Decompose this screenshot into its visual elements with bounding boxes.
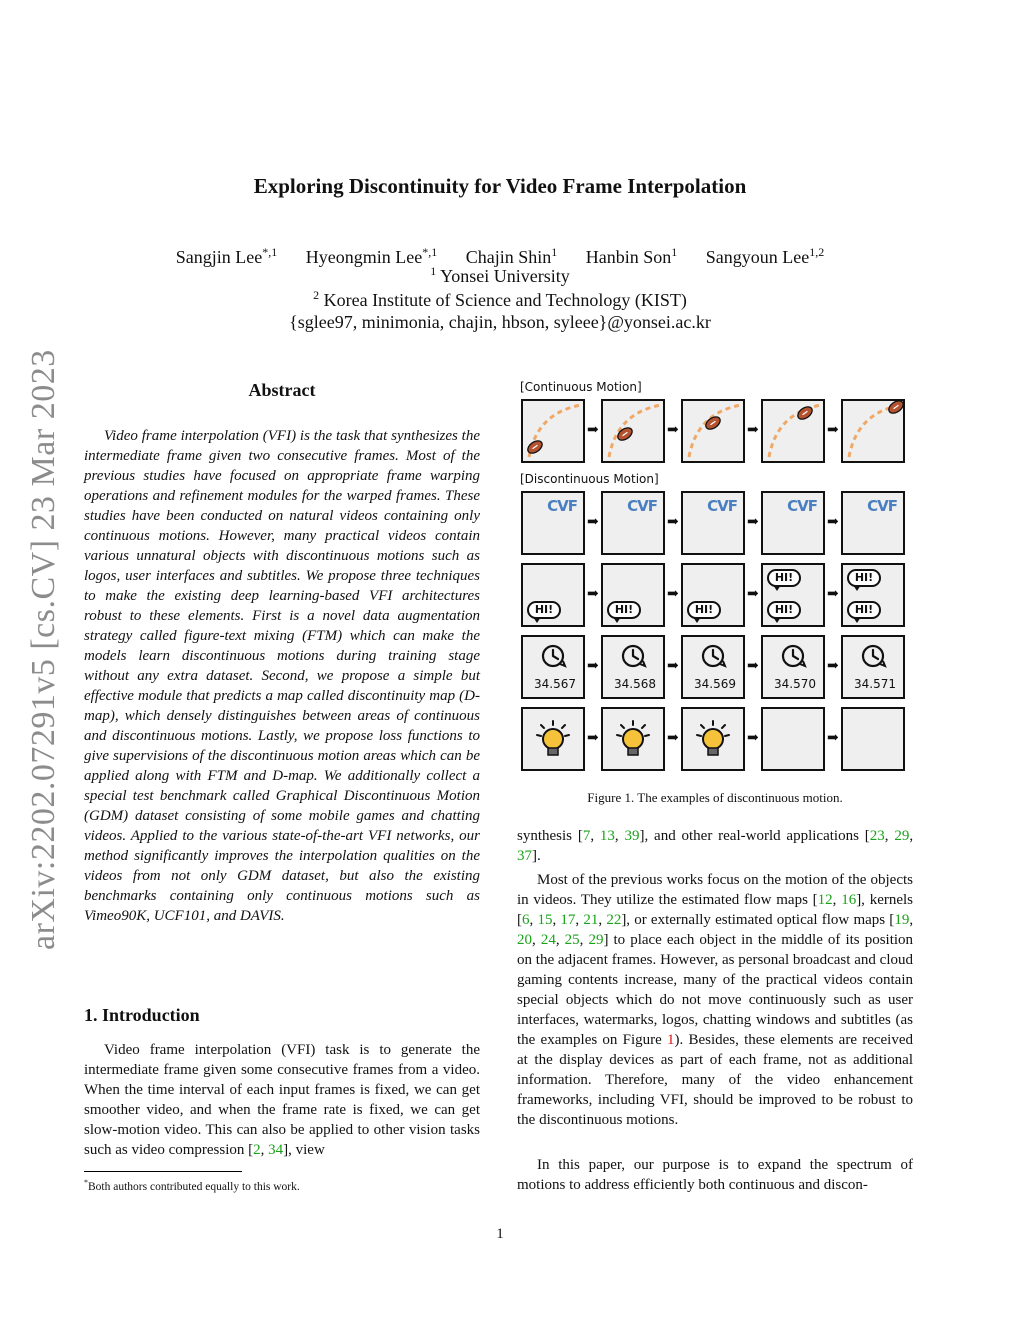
- author: Sangyoun Lee$^{1,2}$: [705, 245, 825, 267]
- frame-continuous-motion: [521, 399, 585, 463]
- figure-row-label: [Continuous Motion]: [520, 380, 642, 394]
- speech-bubble: HI!: [767, 569, 801, 587]
- footnote: *Both authors contributed equally to this work.: [84, 1178, 300, 1193]
- frame-lightbulb: [681, 707, 745, 771]
- arrow-right-icon: ➡: [667, 515, 679, 530]
- frame-chat: [681, 563, 745, 627]
- citation-link[interactable]: 22: [606, 912, 622, 928]
- citation-link[interactable]: 24: [540, 932, 556, 948]
- paper-title: Exploring Discontinuity for Video Frame Interpolation: [253, 174, 747, 198]
- frame-chat: [521, 563, 585, 627]
- arrow-right-icon: ➡: [747, 659, 759, 674]
- body-paragraph: In this paper, our purpose is to expand the spectrum of motions to address efficiently both continuous and discon-: [517, 1157, 913, 1193]
- cvf-logo: CVF: [627, 497, 657, 515]
- author: Sangjin Lee$^{*,1}$: [175, 245, 278, 267]
- timestamp-text: 34.569: [694, 677, 736, 691]
- lightbulb-icon: [697, 721, 729, 755]
- frame-continuous-motion: [761, 399, 825, 463]
- author: Chajin Shin$^1$: [465, 245, 558, 267]
- frame-continuous-motion: [841, 399, 905, 463]
- frame-continuous-motion: [601, 399, 665, 463]
- cvf-logo: CVF: [707, 497, 737, 515]
- speech-bubble: HI!: [607, 601, 641, 619]
- football-icon: [887, 398, 906, 415]
- arrow-right-icon: ➡: [747, 423, 759, 438]
- frame-timestamp: [841, 635, 905, 699]
- intro-paragraph: Video frame interpolation (VFI) task is to generate the intermediate frame given some consecutive frames from a video. When the time interval of each input frames is fixed, we can get smoother video, and when the frame rate is fixed, we can get slow-motion video. This can also be applied to other vision tasks such as video compression [2, 34], view: [84, 1042, 480, 1158]
- arrow-right-icon: ➡: [587, 423, 599, 438]
- frame-continuous-motion: [681, 399, 745, 463]
- frame-chat: [761, 563, 825, 627]
- frame-logo: [601, 491, 665, 555]
- arxiv-identifier: arXiv:2202.07291v5 [cs.CV] 23 Mar 2023: [25, 349, 62, 950]
- frame-logo: [761, 491, 825, 555]
- speech-bubble: HI!: [687, 601, 721, 619]
- arrow-right-icon: ➡: [667, 659, 679, 674]
- citation-link[interactable]: 15: [537, 912, 553, 928]
- abstract-heading: Abstract: [248, 380, 316, 400]
- speech-bubble: HI!: [847, 601, 881, 619]
- figure-reference-link[interactable]: 1: [667, 1032, 675, 1048]
- body-paragraph: synthesis [7, 13, 39], and other real-world applications [23, 29, 37].: [517, 828, 914, 864]
- speech-bubble: HI!: [527, 601, 561, 619]
- frame-timestamp: [521, 635, 585, 699]
- clock-icon: [543, 646, 565, 666]
- timestamp-text: 34.568: [614, 677, 656, 691]
- frame-timestamp: [601, 635, 665, 699]
- frame-chat: [841, 563, 905, 627]
- citation-link[interactable]: 19: [894, 912, 910, 928]
- football-icon: [796, 404, 815, 421]
- author: Hyeongmin Lee$^{*,1}$: [305, 245, 438, 267]
- frame-timestamp: [681, 635, 745, 699]
- cvf-logo: CVF: [867, 497, 897, 515]
- affiliation: $^1$ Yonsei University: [430, 264, 570, 286]
- timestamp-text: 34.571: [854, 677, 896, 691]
- frame-logo: [681, 491, 745, 555]
- frame-lightbulb: [601, 707, 665, 771]
- citation-link[interactable]: 2: [253, 1142, 261, 1158]
- citation-link[interactable]: 29: [588, 932, 604, 948]
- frame-timestamp: [761, 635, 825, 699]
- clock-icon: [863, 646, 885, 666]
- citation-link[interactable]: 37: [517, 848, 532, 864]
- page-number: 1: [496, 1226, 504, 1242]
- citation-link[interactable]: 20: [517, 932, 532, 948]
- football-icon: [616, 425, 635, 442]
- abstract-body: Video frame interpolation (VFI) is the task that synthesizes the intermediate frame given two consecutive frames. Most of the previous studies have focused on appropriate frame warping operations and refinement modules for the warped frames. These studies have been conducted on natural videos containing only continuous motions. However, many practical videos contain various unnatural objects with discontinuous motions such as logos, user interfaces and subtitles. We propose three techniques to make the existing deep learning-based VFI architectures robust to these elements. First is a novel data augmentation strategy called figure-text mixing (FTM) which can make the models learn discontinuous motions during training stage without any extra dataset. Second, we propose a simple but effective module that predicts a map called discontinuity map (D-map), which densely distinguishes between areas of continuous and discontinuous motions. Lastly, we propose loss functions to give supervisions of the discontinuous motion areas which can be applied along with FTM and D-map. We additionally collect a special test benchmark called Graphical Discontinuous Motion (GDM) dataset consisting of some mobile games and chatting videos. Applied to the various state-of-the-art VFI networks, our method significantly improves the interpolation qualities on the videos from not only GDM dataset, but also the existing benchmarks containing only continuous motions such as Vimeo90K, UCF101, and DAVIS.: [84, 428, 480, 924]
- citation-link[interactable]: 23: [869, 828, 885, 844]
- arrow-right-icon: ➡: [747, 515, 759, 530]
- citation-link[interactable]: 25: [564, 932, 580, 948]
- motion-trajectory: [769, 405, 821, 457]
- speech-bubble-tail: [613, 617, 621, 623]
- arrow-right-icon: ➡: [587, 659, 599, 674]
- motion-trajectory: [689, 405, 741, 457]
- speech-bubble: HI!: [847, 569, 881, 587]
- arrow-right-icon: ➡: [667, 423, 679, 438]
- citation-link[interactable]: 34: [268, 1142, 284, 1158]
- frame-logo: [841, 491, 905, 555]
- section-heading-introduction: 1. Introduction: [84, 1005, 200, 1025]
- speech-bubble-tail: [773, 617, 781, 623]
- figure-row-label: [Discontinuous Motion]: [520, 472, 659, 486]
- speech-bubble-tail: [533, 617, 541, 623]
- lightbulb-icon: [537, 721, 569, 755]
- lightbulb-icon: [617, 721, 649, 755]
- speech-bubble-tail: [773, 585, 781, 591]
- citation-link[interactable]: 17: [560, 912, 576, 928]
- frame-lightbulb: [761, 707, 825, 771]
- frame-lightbulb: [841, 707, 905, 771]
- citation-link[interactable]: 29: [894, 828, 910, 844]
- arrow-right-icon: ➡: [747, 587, 759, 602]
- clock-icon: [783, 646, 805, 666]
- arrow-right-icon: ➡: [827, 423, 839, 438]
- arrow-right-icon: ➡: [827, 659, 839, 674]
- arrow-right-icon: ➡: [827, 731, 839, 746]
- frame-lightbulb: [521, 707, 585, 771]
- frame-logo: [521, 491, 585, 555]
- clock-icon: [623, 646, 645, 666]
- arrow-right-icon: ➡: [827, 587, 839, 602]
- footnote-rule: [84, 1171, 242, 1172]
- timestamp-text: 34.567: [534, 677, 576, 691]
- speech-bubble-tail: [853, 617, 861, 623]
- arrow-right-icon: ➡: [747, 731, 759, 746]
- author: Hanbin Son$^1$: [585, 245, 678, 267]
- citation-link[interactable]: 21: [583, 912, 599, 928]
- citation-link[interactable]: 6: [522, 912, 530, 928]
- arrow-right-icon: ➡: [667, 731, 679, 746]
- citation-link[interactable]: 12: [817, 892, 833, 908]
- arrow-right-icon: ➡: [587, 587, 599, 602]
- arrow-right-icon: ➡: [587, 731, 599, 746]
- citation-link[interactable]: 7: [582, 828, 591, 844]
- clock-icon: [703, 646, 725, 666]
- timestamp-text: 34.570: [774, 677, 816, 691]
- body-paragraph: Most of the previous works focus on the motion of the objects in videos. They utilize the estimated flow maps [12, 16], kernels [6, 15, 17, 21, 22], or externally estimated optical flow maps [19, 20, 24, 25, 29] to place each object in the middle of its position on the adjacent frames. However, as personal broadcast and cloud gaming contents increase, many of the practical videos contain special objects which do not move continuously such as user interfaces, watermarks, logos, chatting windows and subtitles (as the examples on Figure 1). Besides, these elements are received at the display devices as part of each frame, not as additional information. Therefore, many of the video enhancement frameworks, including VFI, should be improved to be robust to the discontinuous motions.: [517, 872, 914, 1128]
- figure-caption: Figure 1. The examples of discontinuous motion.: [587, 790, 843, 805]
- arrow-right-icon: ➡: [587, 515, 599, 530]
- citation-link[interactable]: 39: [624, 828, 640, 844]
- cvf-logo: CVF: [787, 497, 817, 515]
- speech-bubble-tail: [693, 617, 701, 623]
- figure-1: [518, 378, 912, 782]
- affiliation: $^2$ Korea Institute of Science and Technology (KIST): [313, 288, 687, 310]
- citation-link[interactable]: 16: [841, 892, 857, 908]
- arrow-right-icon: ➡: [827, 515, 839, 530]
- author-emails: {sglee97, minimonia, chajin, hbson, syleee}@yonsei.ac.kr: [289, 312, 711, 332]
- speech-bubble: HI!: [767, 601, 801, 619]
- speech-bubble-tail: [853, 585, 861, 591]
- citation-link[interactable]: 13: [599, 828, 615, 844]
- arrow-right-icon: ➡: [667, 587, 679, 602]
- cvf-logo: CVF: [547, 497, 577, 515]
- frame-chat: [601, 563, 665, 627]
- motion-trajectory: [609, 405, 661, 457]
- football-icon: [704, 414, 723, 431]
